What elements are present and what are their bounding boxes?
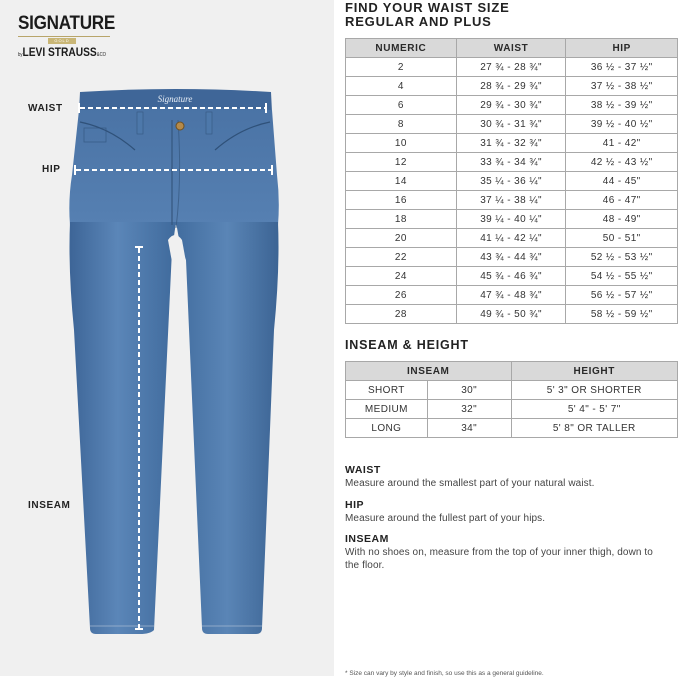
size-cell: 6 <box>346 96 457 115</box>
table-row <box>346 248 678 267</box>
definition-title: HIP <box>345 499 365 511</box>
hip-cell: 54 ½ - 55 ½" <box>566 267 678 286</box>
size-cell: 10 <box>346 134 457 153</box>
table-row <box>346 96 678 115</box>
table-row <box>346 77 678 96</box>
table-row <box>346 305 678 324</box>
table-row <box>346 400 678 419</box>
table-row <box>346 381 678 400</box>
waist-cell: 47 ¾ - 48 ¾" <box>456 286 566 305</box>
definition-text: Measure around the fullest part of your hips. <box>345 513 546 524</box>
table-row <box>346 134 678 153</box>
inseam-label: INSEAM <box>28 500 71 511</box>
size-cell: 18 <box>346 210 457 229</box>
hip-cell: 58 ½ - 59 ½" <box>566 305 678 324</box>
header-hip: HIP <box>566 39 678 58</box>
size-cell: 14 <box>346 172 457 191</box>
waist-cell: 43 ¾ - 44 ¾" <box>456 248 566 267</box>
header-height: HEIGHT <box>511 362 678 381</box>
logo-sub-text: byLEVI STRAUSS&CO <box>18 45 106 59</box>
waist-cell: 37 ¼ - 38 ¼" <box>456 191 566 210</box>
table-row <box>346 191 678 210</box>
table-header-row <box>346 362 678 381</box>
table-row <box>346 419 678 438</box>
inseam-chart-title: INSEAM & HEIGHT <box>345 338 469 352</box>
table-row <box>346 58 678 77</box>
product-diagram-panel <box>0 0 334 676</box>
footnote: * Size can vary by style and finish, so use this as a general guideline. <box>345 670 544 677</box>
size-cell: 2 <box>346 58 457 77</box>
definition-waist <box>345 464 675 490</box>
waist-label: WAIST <box>28 103 63 114</box>
waist-size-table <box>345 38 678 324</box>
size-cell: 8 <box>346 115 457 134</box>
table-row <box>346 229 678 248</box>
waist-cell: 30 ¾ - 31 ¾" <box>456 115 566 134</box>
table-row <box>346 286 678 305</box>
definition-text: Measure around the smallest part of your natural waist. <box>345 478 595 489</box>
height-cell: 5' 8" OR TALLER <box>511 419 678 438</box>
waist-cell: 33 ¾ - 34 ¾" <box>456 153 566 172</box>
size-cell: 24 <box>346 267 457 286</box>
header-inseam: INSEAM <box>346 362 512 381</box>
size-cell: 4 <box>346 77 457 96</box>
size-cell: 22 <box>346 248 457 267</box>
header-waist: WAIST <box>456 39 566 58</box>
hip-label: HIP <box>42 164 61 175</box>
hip-cell: 52 ½ - 53 ½" <box>566 248 678 267</box>
definition-title: INSEAM <box>345 533 389 545</box>
size-cell: 16 <box>346 191 457 210</box>
waist-cell: 35 ¼ - 36 ¼" <box>456 172 566 191</box>
inseam-cell: 34" <box>427 419 511 438</box>
header-numeric: NUMERIC <box>346 39 457 58</box>
waist-cell: 39 ¼ - 40 ¼" <box>456 210 566 229</box>
length-cell: LONG <box>346 419 428 438</box>
hip-cell: 50 - 51" <box>566 229 678 248</box>
logo-gold-tag: GOLD <box>48 38 76 44</box>
hip-cell: 36 ½ - 37 ½" <box>566 58 678 77</box>
size-cell: 28 <box>346 305 457 324</box>
definition-hip <box>345 499 675 525</box>
waist-cell: 28 ¾ - 29 ¾" <box>456 77 566 96</box>
table-row <box>346 153 678 172</box>
waist-chart-subtitle: REGULAR AND PLUS <box>345 14 492 29</box>
hip-cell: 42 ½ - 43 ½" <box>566 153 678 172</box>
waist-cell: 41 ¼ - 42 ¼" <box>456 229 566 248</box>
waist-cell: 31 ¾ - 32 ¾" <box>456 134 566 153</box>
definition-inseam <box>345 533 675 572</box>
table-row <box>346 172 678 191</box>
jeans-illustration <box>0 0 334 676</box>
size-cell: 26 <box>346 286 457 305</box>
height-cell: 5' 4" - 5' 7" <box>511 400 678 419</box>
length-cell: MEDIUM <box>346 400 428 419</box>
definition-title: WAIST <box>345 464 381 476</box>
hip-cell: 56 ½ - 57 ½" <box>566 286 678 305</box>
hip-cell: 37 ½ - 38 ½" <box>566 77 678 96</box>
inseam-cell: 32" <box>427 400 511 419</box>
table-row <box>346 115 678 134</box>
hip-cell: 38 ½ - 39 ½" <box>566 96 678 115</box>
hip-cell: 48 - 49" <box>566 210 678 229</box>
size-cell: 20 <box>346 229 457 248</box>
table-row <box>346 267 678 286</box>
waist-cell: 27 ¾ - 28 ¾" <box>456 58 566 77</box>
definition-text: With no shoes on, measure from the top of your inner thigh, down to the floor. <box>345 547 653 571</box>
inseam-height-table <box>345 361 678 438</box>
waist-cell: 49 ¾ - 50 ¾" <box>456 305 566 324</box>
hip-cell: 44 - 45" <box>566 172 678 191</box>
hip-cell: 46 - 47" <box>566 191 678 210</box>
inseam-cell: 30" <box>427 381 511 400</box>
length-cell: SHORT <box>346 381 428 400</box>
table-row <box>346 210 678 229</box>
svg-text:Signature: Signature <box>157 94 193 104</box>
logo-main-text: SIGNATURE <box>18 13 116 34</box>
hip-cell: 39 ½ - 40 ½" <box>566 115 678 134</box>
waist-cell: 29 ¾ - 30 ¾" <box>456 96 566 115</box>
hip-cell: 41 - 42" <box>566 134 678 153</box>
waist-cell: 45 ¾ - 46 ¾" <box>456 267 566 286</box>
height-cell: 5' 3" OR SHORTER <box>511 381 678 400</box>
table-header-row <box>346 39 678 58</box>
waist-chart-title: FIND YOUR WAIST SIZE <box>345 0 510 15</box>
size-cell: 12 <box>346 153 457 172</box>
